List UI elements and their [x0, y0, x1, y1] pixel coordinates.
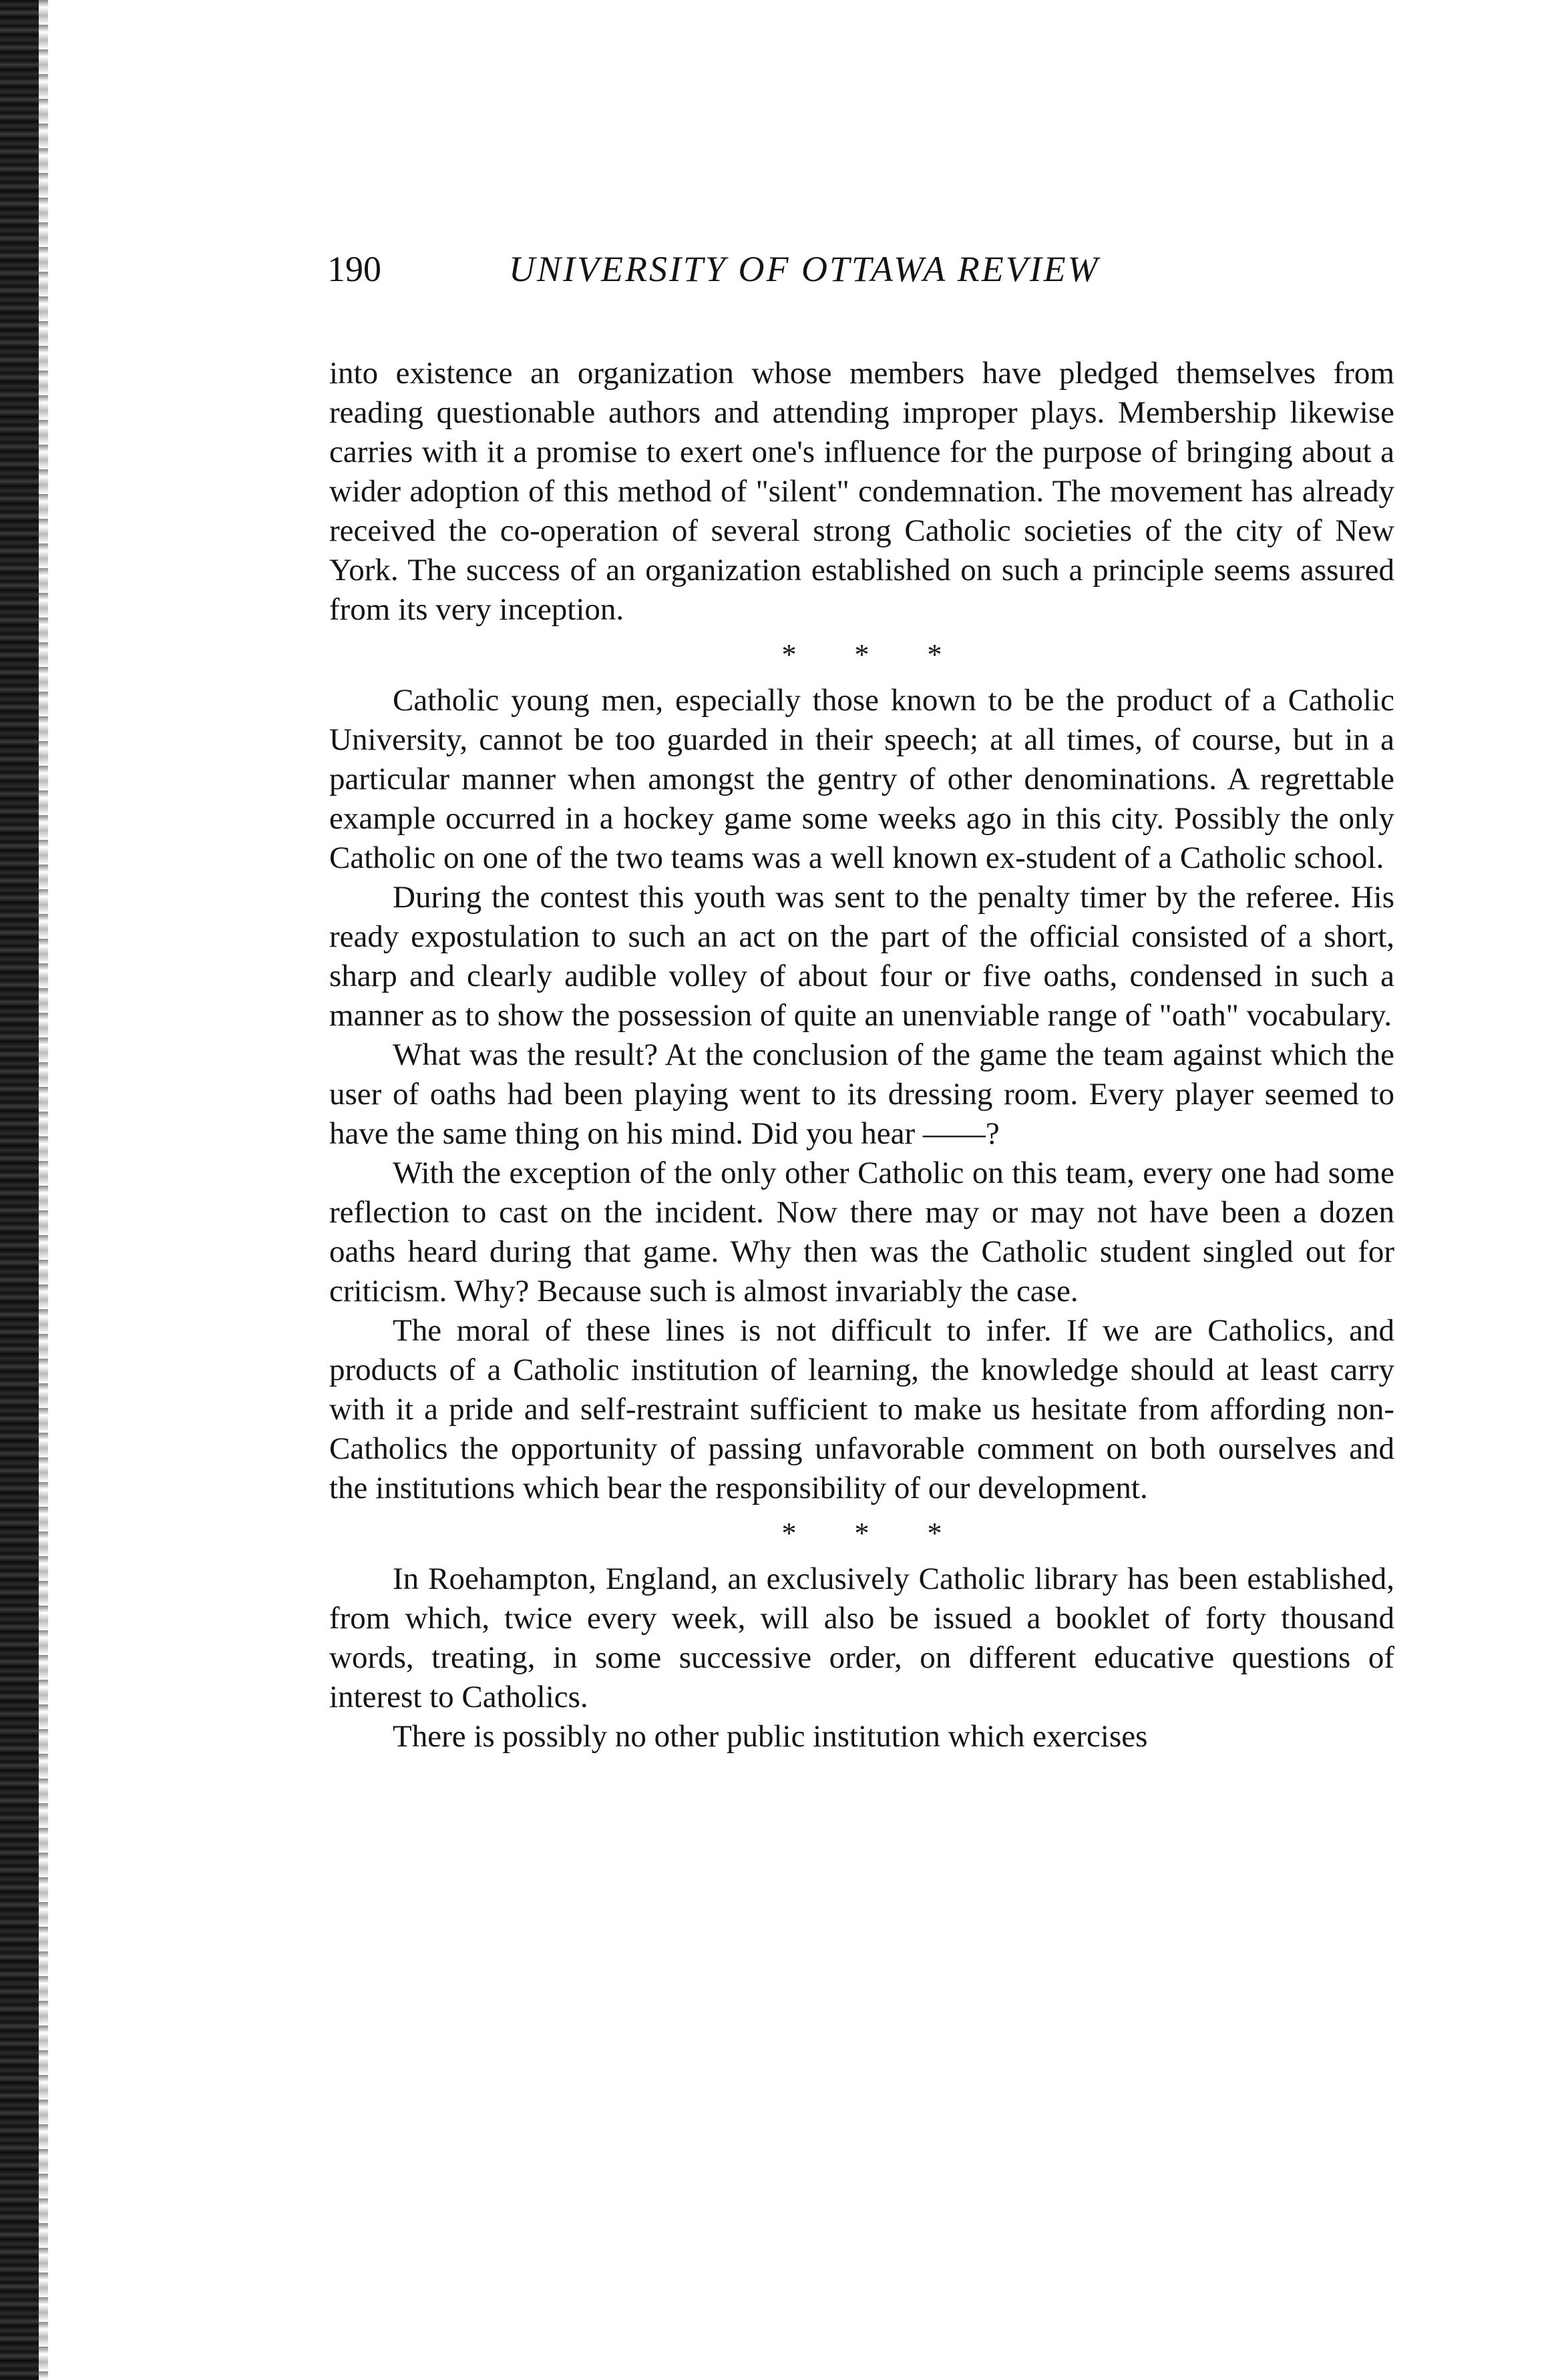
- paragraph: What was the result? At the conclusion of the game the team against which the user of oaths had been playing went to its dressing room. Every player seemed to have the same thing on his mind. Did you hear ——?: [329, 1037, 1394, 1151]
- article-body: [329, 354, 1394, 1756]
- paragraph: With the exception of the only other Catholic on this team, every one had some reflection to cast on the incident. Now there may or may not have been a dozen oaths heard during that game. Why then was the Catholic student singled out for criticism. Why? Because such is almost invariably the case.: [329, 1156, 1394, 1308]
- section-separator-asterisks: * * *: [781, 638, 968, 671]
- paragraph: There is possibly no other public institution which exercises: [393, 1719, 1148, 1754]
- journal-title: UNIVERSITY OF OTTAWA REVIEW: [509, 249, 1100, 289]
- page-number: 190: [327, 249, 381, 289]
- paragraph: Catholic young men, especially those known to be the product of a Catholic University, cannot be too guarded in their speech; at all times, of course, but in a particular manner when amongst the gentry of other denominations. A regrettable example occurred in a hockey game some weeks ago in this city. Possibly the only Catholic on one of the two teams was a well known ex-student of a Catholic school.: [329, 683, 1394, 875]
- paragraph-continuation: into existence an organization whose members have pledged themselves from reading questionable authors and attending improper plays. Membership likewise carries with it a promise to exert one's influence for the purpose of bringing about a wider adoption of this method of "silent" condemnation. The movement has already received the co-operation of several strong Catholic societies of the city of New York. The success of an organization established on such a principle seems assured from its very inception.: [329, 356, 1394, 627]
- paragraph: The moral of these lines is not difficult to infer. If we are Catholics, and products of a Catholic institution of learning, the knowledge should at least carry with it a pride and self-restraint sufficient to make us hesitate from affording non-Catholics the opportunity of passing unfavorable comment on both ourselves and the institutions which bear the responsibility of our development.: [329, 1313, 1394, 1505]
- paragraph: During the contest this youth was sent to the penalty timer by the referee. His ready expostulation to such an act on the part of the official consisted of a short, sharp and clearly audible volley of about four or five oaths, condensed in such a manner as to show the possession of quite an unenviable range of "oath" vocabulary.: [329, 880, 1394, 1033]
- running-head: [327, 246, 1409, 292]
- binding-edge: [0, 0, 39, 2380]
- paragraph: In Roehampton, England, an exclusively Catholic library has been established, from which, twice every week, will also be issued a booklet of forty thousand words, treating, in some successive order, on different educative questions of interest to Catholics.: [329, 1562, 1394, 1714]
- section-separator-asterisks: * * *: [781, 1517, 968, 1550]
